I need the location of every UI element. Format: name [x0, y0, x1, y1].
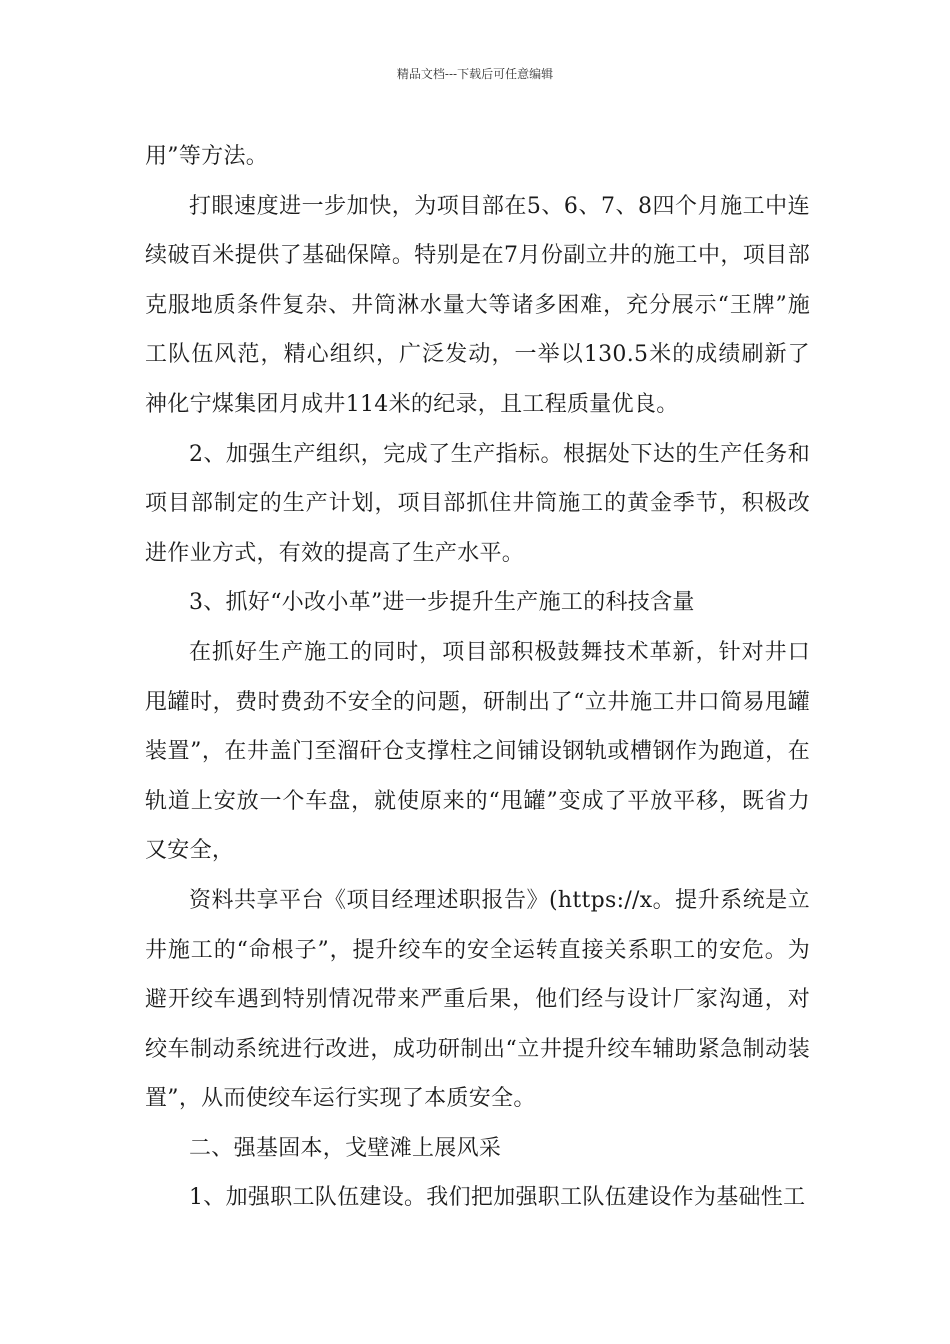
paragraph-5: 在抓好生产施工的同时，项目部积极鼓舞技术革新，针对井口甩罐时，费时费劲不安全的问题，研制出了“立井施工井口简易甩罐装置”，在井盖门至溜矸仓支撑柱之间铺设钢轨或槽钢作为跑道，在轨道上安放一个车盘，就使原来的“甩罐”变成了平放平移，既省力又安全，	[145, 639, 810, 864]
paragraph-8: 1、加强职工队伍建设。我们把加强职工队伍建设作为基础性工	[189, 1185, 806, 1211]
paragraph-3: 2、加强生产组织，完成了生产指标。根据处下达的生产任务和项目部制定的生产计划，项目部抓住井筒施工的黄金季节，积极改进作业方式，有效的提高了生产水平。	[145, 441, 810, 566]
document-body	[145, 132, 810, 1223]
paragraph-6: 资料共享平台《项目经理述职报告》(https://x。提升系统是立井施工的“命根子”，提升绞车的安全运转直接关系职工的安危。为避开绞车遇到特别情况带来严重后果，他们经与设计厂家沟通，对绞车制动系统进行改进，成功研制出“立井提升绞车辅助紧急制动装置”，从而使绞车运行实现了本质安全。	[145, 887, 810, 1112]
paragraph-2: 打眼速度进一步加快，为项目部在5、6、7、8四个月施工中连续破百米提供了基础保障。特别是在7月份副立井的施工中，项目部克服地质条件复杂、井筒淋水量大等诸多困难，充分展示“王牌”施工队伍风范，精心组织，广泛发动，一举以130.5米的成绩刷新了神化宁煤集团月成井114米的纪录，且工程质量优良。	[145, 193, 810, 417]
paragraph-7: 二、强基固本，戈壁滩上展风采	[189, 1135, 502, 1161]
paragraph-1: 用”等方法。	[145, 144, 269, 169]
page-header: 精品文档---下载后可任意编辑	[396, 67, 554, 81]
paragraph-4: 3、抓好“小改小革”进一步提升生产施工的科技含量	[189, 590, 695, 616]
